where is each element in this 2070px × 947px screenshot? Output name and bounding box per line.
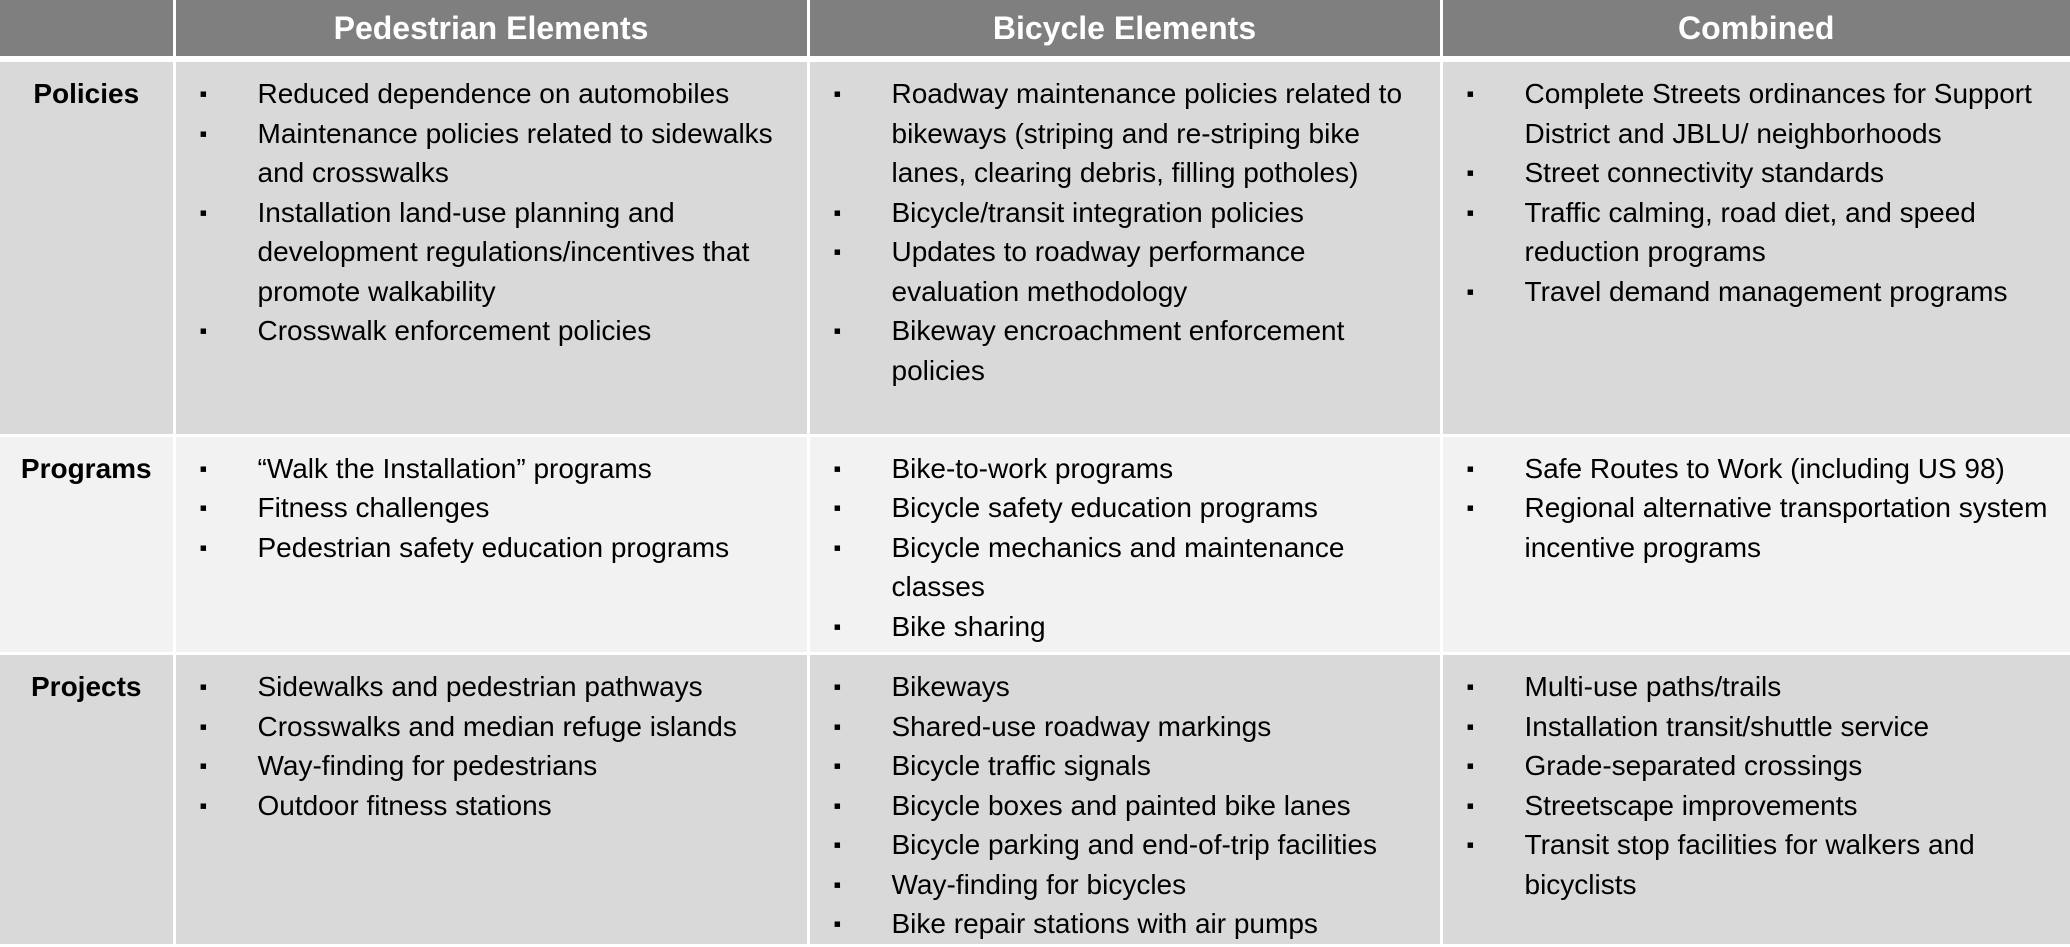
list-item (199, 786, 797, 826)
list-item (199, 488, 797, 528)
list-item (199, 311, 797, 351)
bullet-icon: ▪ (1466, 160, 1475, 185)
bullet-icon: ▪ (833, 871, 842, 897)
list-item (833, 825, 1430, 865)
list-item-text: Installation land-use planning and development regulations/incentives that promote walkability (257, 196, 750, 307)
bullet-list (810, 667, 1440, 944)
list-item-text: Multi-use paths/trails (1524, 671, 1782, 703)
list-item (833, 232, 1430, 311)
list-item (199, 449, 797, 489)
row-programs (0, 435, 2070, 653)
list-item-text: “Walk the Installation” programs (257, 452, 652, 484)
bullet-icon: ▪ (833, 832, 842, 858)
bullet-icon: ▪ (1466, 199, 1475, 225)
bullet-icon: ▪ (833, 534, 842, 560)
bullet-icon: ▪ (1466, 278, 1475, 304)
list-item-text: Shared-use roadway markings (891, 710, 1272, 742)
cell-projects-pedestrian (174, 654, 808, 946)
bullet-icon: ▪ (199, 674, 208, 700)
cell-projects-bicycle (808, 654, 1441, 946)
cell-policies-combined (1441, 59, 2070, 435)
list-item (1466, 786, 2061, 826)
bullet-icon: ▪ (1466, 753, 1475, 779)
bullet-icon: ▪ (833, 911, 842, 937)
list-item (1466, 667, 2061, 707)
list-item-text: Way-finding for bicycles (891, 868, 1187, 900)
bullet-icon: ▪ (199, 713, 208, 739)
list-item (1466, 153, 2061, 193)
list-item-text: Streetscape improvements (1524, 789, 1858, 821)
list-item (199, 114, 797, 193)
list-item (1466, 707, 2061, 747)
bullet-icon: ▪ (833, 495, 842, 521)
bullet-list (810, 74, 1440, 390)
bullet-list (176, 74, 807, 351)
bullet-icon: ▪ (833, 239, 842, 264)
bullet-icon: ▪ (1466, 792, 1475, 818)
row-label-projects: Projects (0, 654, 174, 946)
list-item-text: Roadway maintenance policies related to bikeways (striping and re-striping bike lanes, clearing debris, filling potholes) (891, 78, 1403, 188)
bullet-icon: ▪ (833, 318, 842, 343)
cell-policies-pedestrian (174, 59, 808, 435)
list-item (833, 449, 1430, 489)
list-item (1466, 488, 2061, 567)
list-item-text: Reduced dependence on automobiles (257, 78, 730, 109)
list-item-text: Updates to roadway performance evaluation methodology (891, 236, 1306, 307)
bullet-icon: ▪ (199, 753, 208, 779)
list-item-text: Installation transit/shuttle service (1524, 710, 1930, 742)
header-blank (0, 0, 174, 59)
list-item-text: Bikeways (891, 671, 1010, 703)
list-item (1466, 449, 2061, 489)
cell-programs-pedestrian (174, 435, 808, 653)
list-item (833, 746, 1430, 786)
header-bicycle: Bicycle Elements (808, 0, 1441, 59)
list-item-text: Bicycle parking and end-of-trip facilities (891, 829, 1378, 861)
list-item-text: Sidewalks and pedestrian pathways (257, 671, 703, 703)
header-combined: Combined (1441, 0, 2070, 59)
list-item-text: Grade-separated crossings (1524, 750, 1863, 782)
list-item-text: Traffic calming, road diet, and speed reduction programs (1524, 196, 1976, 267)
cell-policies-bicycle (808, 59, 1441, 435)
cell-programs-bicycle (808, 435, 1441, 653)
bullet-list (176, 667, 807, 825)
bullet-list (810, 449, 1440, 647)
list-item-text: Fitness challenges (257, 492, 490, 524)
list-item-text: Bicycle traffic signals (891, 750, 1151, 782)
cell-programs-combined (1441, 435, 2070, 653)
list-item-text: Complete Streets ordinances for Support District and JBLU/ neighborhoods (1524, 78, 2032, 149)
list-item-text: Bike repair stations with air pumps (891, 908, 1318, 940)
bullet-icon: ▪ (199, 81, 208, 106)
list-item-text: Bike-to-work programs (891, 452, 1174, 484)
list-item (199, 528, 797, 568)
bullet-icon: ▪ (1466, 832, 1475, 858)
bullet-icon: ▪ (199, 455, 208, 481)
bullet-icon: ▪ (1466, 674, 1475, 700)
bullet-icon: ▪ (199, 318, 208, 343)
list-item-text: Bicycle mechanics and maintenance classes (891, 531, 1345, 603)
header-row (0, 0, 2070, 59)
list-item (199, 707, 797, 747)
bullet-icon: ▪ (833, 753, 842, 779)
bullet-icon: ▪ (833, 613, 842, 639)
list-item-text: Transit stop facilities for walkers and bicyclists (1524, 829, 1975, 900)
list-item-text: Crosswalks and median refuge islands (257, 710, 737, 742)
bullet-icon: ▪ (199, 792, 208, 818)
list-item (833, 488, 1430, 528)
list-item (1466, 746, 2061, 786)
bullet-icon: ▪ (1466, 81, 1475, 106)
list-item (833, 607, 1430, 647)
list-item (833, 667, 1430, 707)
list-item (833, 786, 1430, 826)
bullet-icon: ▪ (833, 199, 842, 225)
list-item-text: Crosswalk enforcement policies (257, 315, 652, 346)
bullet-icon: ▪ (199, 120, 208, 146)
list-item-text: Way-finding for pedestrians (257, 750, 598, 782)
list-item (833, 528, 1430, 607)
list-item-text: Safe Routes to Work (including US 98) (1524, 452, 2005, 484)
bullet-list (1443, 449, 2070, 568)
bullet-list (1443, 74, 2070, 311)
bullet-icon: ▪ (199, 495, 208, 521)
list-item-text: Maintenance policies related to sidewalks and crosswalks (257, 117, 773, 188)
list-item (833, 193, 1430, 233)
list-item (1466, 825, 2061, 904)
bullet-icon: ▪ (199, 199, 208, 225)
cell-projects-combined (1441, 654, 2070, 946)
bullet-icon: ▪ (833, 792, 842, 818)
row-projects (0, 654, 2070, 946)
bullet-icon: ▪ (1466, 495, 1475, 521)
header-pedestrian: Pedestrian Elements (174, 0, 808, 59)
list-item (833, 311, 1430, 390)
list-item-text: Regional alternative transportation system incentive programs (1524, 492, 2048, 563)
list-item (199, 74, 797, 114)
list-item-text: Bike sharing (891, 610, 1046, 642)
list-item (199, 193, 797, 312)
list-item (833, 904, 1430, 944)
list-item-text: Bicycle boxes and painted bike lanes (891, 789, 1351, 821)
list-item (1466, 193, 2061, 272)
bullet-icon: ▪ (833, 455, 842, 481)
list-item-text: Outdoor fitness stations (257, 789, 552, 821)
row-policies (0, 59, 2070, 435)
list-item (1466, 272, 2061, 312)
list-item-text: Bicycle safety education programs (891, 492, 1318, 524)
list-item-text: Travel demand management programs (1524, 275, 2008, 307)
bullet-icon: ▪ (833, 674, 842, 700)
list-item-text: Bicycle/transit integration policies (891, 196, 1304, 228)
list-item (833, 865, 1430, 905)
list-item (833, 74, 1430, 193)
row-label-programs: Programs (0, 435, 174, 653)
bullet-list (1443, 667, 2070, 904)
bullet-list (176, 449, 807, 568)
list-item-text: Bikeway encroachment enforcement policies (891, 315, 1345, 386)
bullet-icon: ▪ (833, 81, 842, 106)
row-label-policies: Policies (0, 59, 174, 435)
list-item (199, 746, 797, 786)
list-item-text: Pedestrian safety education programs (257, 531, 730, 563)
list-item (833, 707, 1430, 747)
list-item (199, 667, 797, 707)
bullet-icon: ▪ (833, 713, 842, 739)
bullet-icon: ▪ (1466, 455, 1475, 481)
bullet-icon: ▪ (199, 534, 208, 560)
list-item-text: Street connectivity standards (1524, 157, 1885, 188)
bullet-icon: ▪ (1466, 713, 1475, 739)
list-item (1466, 74, 2061, 153)
